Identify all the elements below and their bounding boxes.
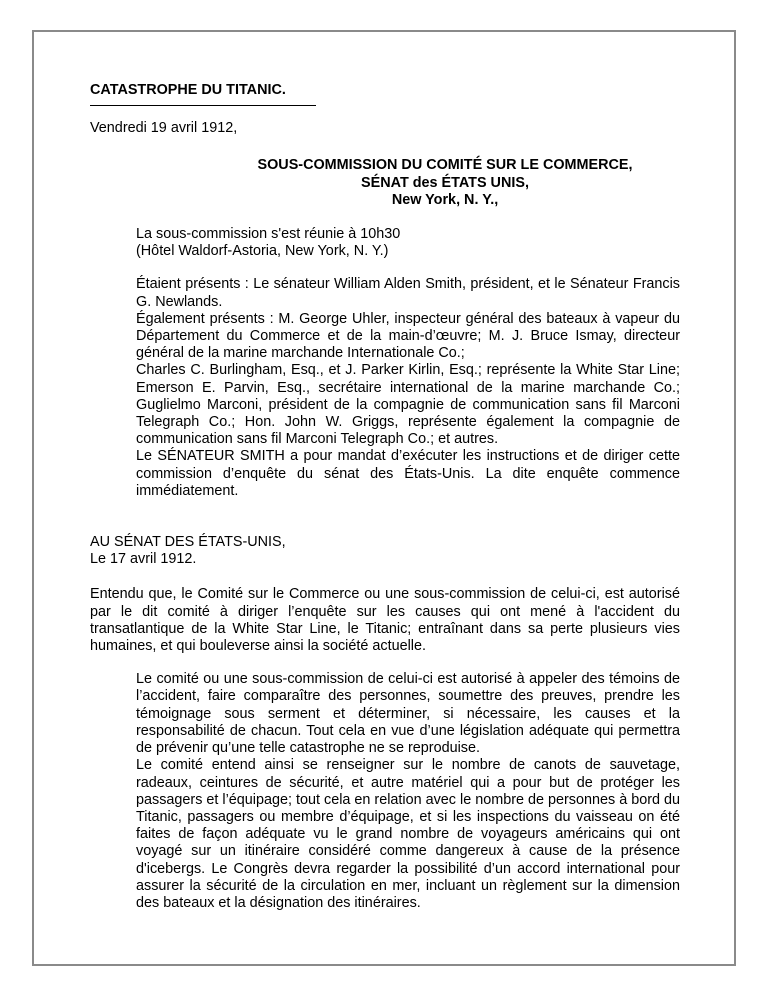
commission-line-3: New York, N. Y.,: [391, 191, 499, 208]
session-line-1: La sous-commission s'est réunie à 10h30: [136, 226, 401, 243]
attendance-paragraph-4: Le SÉNATEUR SMITH a pour mandat d’exécuter les instructions et de diriger cette commission d’enquête du sénat des États-Unis. La dite enquête commence immédiatement.: [136, 448, 680, 499]
document-body: [90, 82, 680, 912]
senate-header: [90, 534, 680, 568]
session-info: [136, 226, 680, 260]
session-line-2: (Hôtel Waldorf-Astoria, New York, N. Y.): [136, 243, 389, 260]
attendance-block: [136, 276, 680, 500]
title-underline: [90, 105, 316, 106]
document-title: CATASTROPHE DU TITANIC.: [90, 82, 286, 98]
commission-line-2: SÉNAT des ÉTATS UNIS,: [361, 174, 529, 191]
attendance-paragraph-2: Également présents : M. George Uhler, inspecteur général des bateaux à vapeur du Département du Commerce et de la main-d’œuvre; M. J. Bruce Ismay, directeur général de la marine marchande Internationale Co.;: [136, 310, 680, 362]
commission-line-1: SOUS-COMMISSION DU COMITÉ SUR LE COMMERCE,: [257, 157, 633, 174]
attendance-paragraph-3: Charles C. Burlingham, Esq., et J. Parker Kirlin, Esq.; représente la White Star Line; Emerson E. Parvin, Esq., secrétaire international de la marine marchande Co.; Guglielmo Marconi, président de la compagnie de communication sans fil Marconi Telegraph Co.; Hon. John W. Griggs, représente également la compagnie de communication sans fil Marconi Telegraph Co.; et autres.: [136, 362, 680, 448]
mandate-paragraph-2: Le comité entend ainsi se renseigner sur le nombre de canots de sauvetage, radeaux, ceintures de sécurité, et autre matériel qui a pour but de protéger les passagers et l’équipage; tout cela en relation avec le nombre de personnes à bord du Titanic, passagers ou membre d’équipage, et si les inspections du vaisseau on été faites de façon adéquate vu le grand nombre de voyageurs américains qui ont voyagé sur un itinéraire considéré comme dangereux à cause de la présence d'icebergs. Le Congrès devra regarder la possibilité d’un accord international pour assurer la sécurité de la circulation en mer, incluant un règlement sur la dimension des bateaux et la désignation des itinéraires.: [136, 757, 681, 911]
mandate-block: [136, 671, 680, 912]
mandate-paragraph-1: Le comité ou une sous-commission de celui-ci est autorisé à appeler des témoins de l’accident, faire comparaître des personnes, soumettre des preuves, prendre les témoignage sous serment et déterminer, si nécessaire, les causes et la responsabilité de chacun. Tout cela en vue d’une législation adéquate qui permettra de prévenir qu’une telle catastrophe ne se reproduise.: [136, 671, 680, 757]
resolution-paragraph: Entendu que, le Comité sur le Commerce ou une sous-commission de celui-ci, est autorisé par le dit comité à diriger l’enquête sur les causes qui ont mené à l'accident du transatlantique de la White Star Line, le Titanic; entraînant dans sa perte plusieurs vies humaines, et qui bouleverse ainsi la société actuelle.: [90, 586, 680, 655]
commission-heading: [210, 157, 680, 209]
date-line: Vendredi 19 avril 1912,: [90, 120, 238, 137]
attendance-paragraph-1: Étaient présents : Le sénateur William Alden Smith, président, et le Sénateur Francis G. Newlands.: [136, 276, 680, 310]
senate-line-2: Le 17 avril 1912.: [90, 551, 197, 568]
senate-line-1: AU SÉNAT DES ÉTATS-UNIS,: [90, 534, 286, 551]
